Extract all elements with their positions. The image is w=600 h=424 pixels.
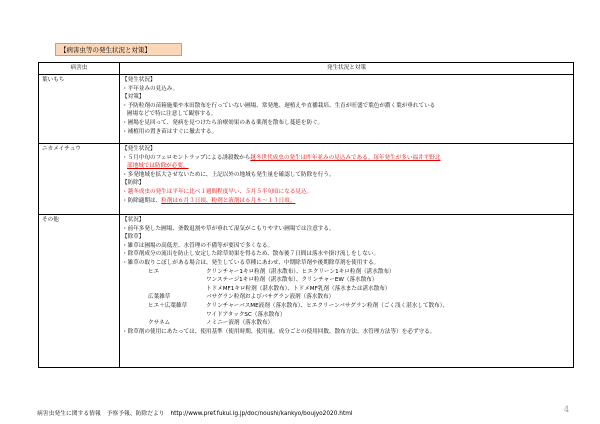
herbicide-line (122, 311, 571, 320)
footer (37, 408, 356, 417)
pest-name: ニカメイチュウ (39, 144, 120, 215)
herbicide-list: トドメMF1キロ粒剤（湛水散布）、トドメMF乳剤（落水または湛水散布） (206, 285, 391, 292)
detail-line: 【対策】 (122, 94, 145, 101)
detail-line: ・補植用の置き苗はすぐに撤去する。 (122, 128, 218, 135)
col-header-status: 発生状況と対策 (120, 63, 574, 75)
detail-line: ・除草剤の使用にあたっては、使用基準（使用時期、使用量、成分ごとの使用回数、散布方法、水管理方法等）を必ず守る。 (122, 328, 436, 335)
page-number: 4 (564, 405, 570, 414)
herbicide-category: クサネム (148, 320, 171, 327)
detail-line: 【発生状況】 (122, 77, 156, 83)
pest-name: その他 (39, 215, 120, 368)
pest-detail (120, 75, 574, 144)
highlight-text: 部地域では防除が必要。 (127, 163, 189, 170)
herbicide-line (122, 319, 571, 328)
detail-line: ・圃場を見回って、発病を見つけたら治療効果のある薬剤を散布し蔓延を防ぐ。 (122, 119, 324, 126)
pest-detail (120, 215, 574, 368)
footer-url-link[interactable]: http://www.pref.fukui.lg.jp/doc/noushi/kankyo/boujyo2020.html (170, 411, 353, 417)
detail-line: 【除草】 (122, 234, 145, 241)
herbicide-list: ノミニー液剤（落水散布） (206, 320, 274, 327)
detail-line: ・多発地域を拡大させないために、上記以外の地域も発生量を確認して防除を行う。 (122, 171, 335, 178)
pest-table (38, 62, 574, 368)
herbicide-line (122, 302, 571, 311)
detail-line: ・雑草は圃場の高低差、水管理の不備等が要因で多くなる。 (122, 242, 274, 249)
herbicide-line (122, 268, 571, 277)
detail-line: ・予防粒剤の苗箱施薬や本田散布を行っていない圃場、常発地、遅植えや直播栽培、生育が旺盛で葉色が濃く葉が垂れている (122, 102, 436, 109)
detail-text: ・５月中旬のフェロモントラップによる誘殺数から (122, 154, 251, 161)
herbicide-list: クリンチャーバスME液剤（落水散布）、ヒエクリーンバサグラン粒剤（ごく浅く湛水して散布）、 (206, 302, 449, 309)
herbicide-category: ヒエ＋広葉雑草 (148, 302, 188, 309)
section-heading: 【病害虫等の発生状況と対策】 (55, 43, 182, 56)
highlight-text: 越冬世代成虫の発生は昨年並みの見込みである。毎年発生が多い福井平野北 (250, 154, 441, 161)
herbicide-category: 広葉雑草 (148, 294, 171, 301)
detail-line: ・前年多発した圃場、釜数退割や草が垂れて湿気がこもりやすい圃場では注意する。 (122, 225, 335, 232)
detail-line: ・平年並みの見込み。 (122, 85, 179, 92)
herbicide-list: バサグラン粒剤およびバサグラン液剤（落水散布） (206, 294, 335, 301)
pest-name: 葉いもち (39, 75, 120, 144)
table-row (39, 144, 574, 215)
herbicide-line (122, 285, 571, 294)
table-header-row (39, 63, 574, 75)
detail-line (122, 197, 571, 206)
footer-label: 病害虫発生に関する情報 (37, 411, 101, 417)
col-header-pest: 病害虫 (39, 63, 120, 75)
table-row (39, 75, 574, 144)
herbicide-category: ヒエ (148, 268, 160, 275)
herbicide-line (122, 276, 571, 285)
detail-line: 圃場などで特に注意して観察する。 (127, 111, 217, 118)
herbicide-list: ワイドアタックSC（落水散布） (206, 311, 286, 318)
pest-detail (120, 144, 574, 215)
detail-text: ・防除適期は、 (122, 197, 162, 204)
highlight-text: 粒剤は６月３日頃、粉剤と液剤は６月８～１３日頃。 (161, 197, 296, 204)
herbicide-list: ワンステージ1キロ粒剤（湛水散布）、クリンチャーEW（落水散布） (206, 277, 378, 284)
footer-label: 予察予報、防除だより (106, 411, 165, 417)
table-row (39, 215, 574, 368)
detail-line: ・除草剤成分の流出を防止し安定した除草効果を得るため、散布後７日間は落水や掛け流しをしない。 (122, 251, 380, 258)
highlight-text: ・越冬成虫の発生は平年に比べ１週間程度早い、５月５半旬頃になる見込。 (122, 188, 313, 195)
herbicide-line (122, 293, 571, 302)
detail-line (122, 154, 571, 163)
detail-line: 【発生状況】 (122, 146, 156, 152)
detail-line: ・雑草の取りこぼしがある場合は、発生している草種にあわせ、中期除草剤や後期除草剤を使用する。 (122, 259, 380, 266)
herbicide-list: クリンチャー1キロ粒剤（湛水散布）、ヒエクリーン1キロ粒剤（湛水散布） (206, 268, 395, 275)
detail-line: 【状況】 (122, 217, 145, 223)
detail-line: 【防除】 (122, 180, 145, 187)
